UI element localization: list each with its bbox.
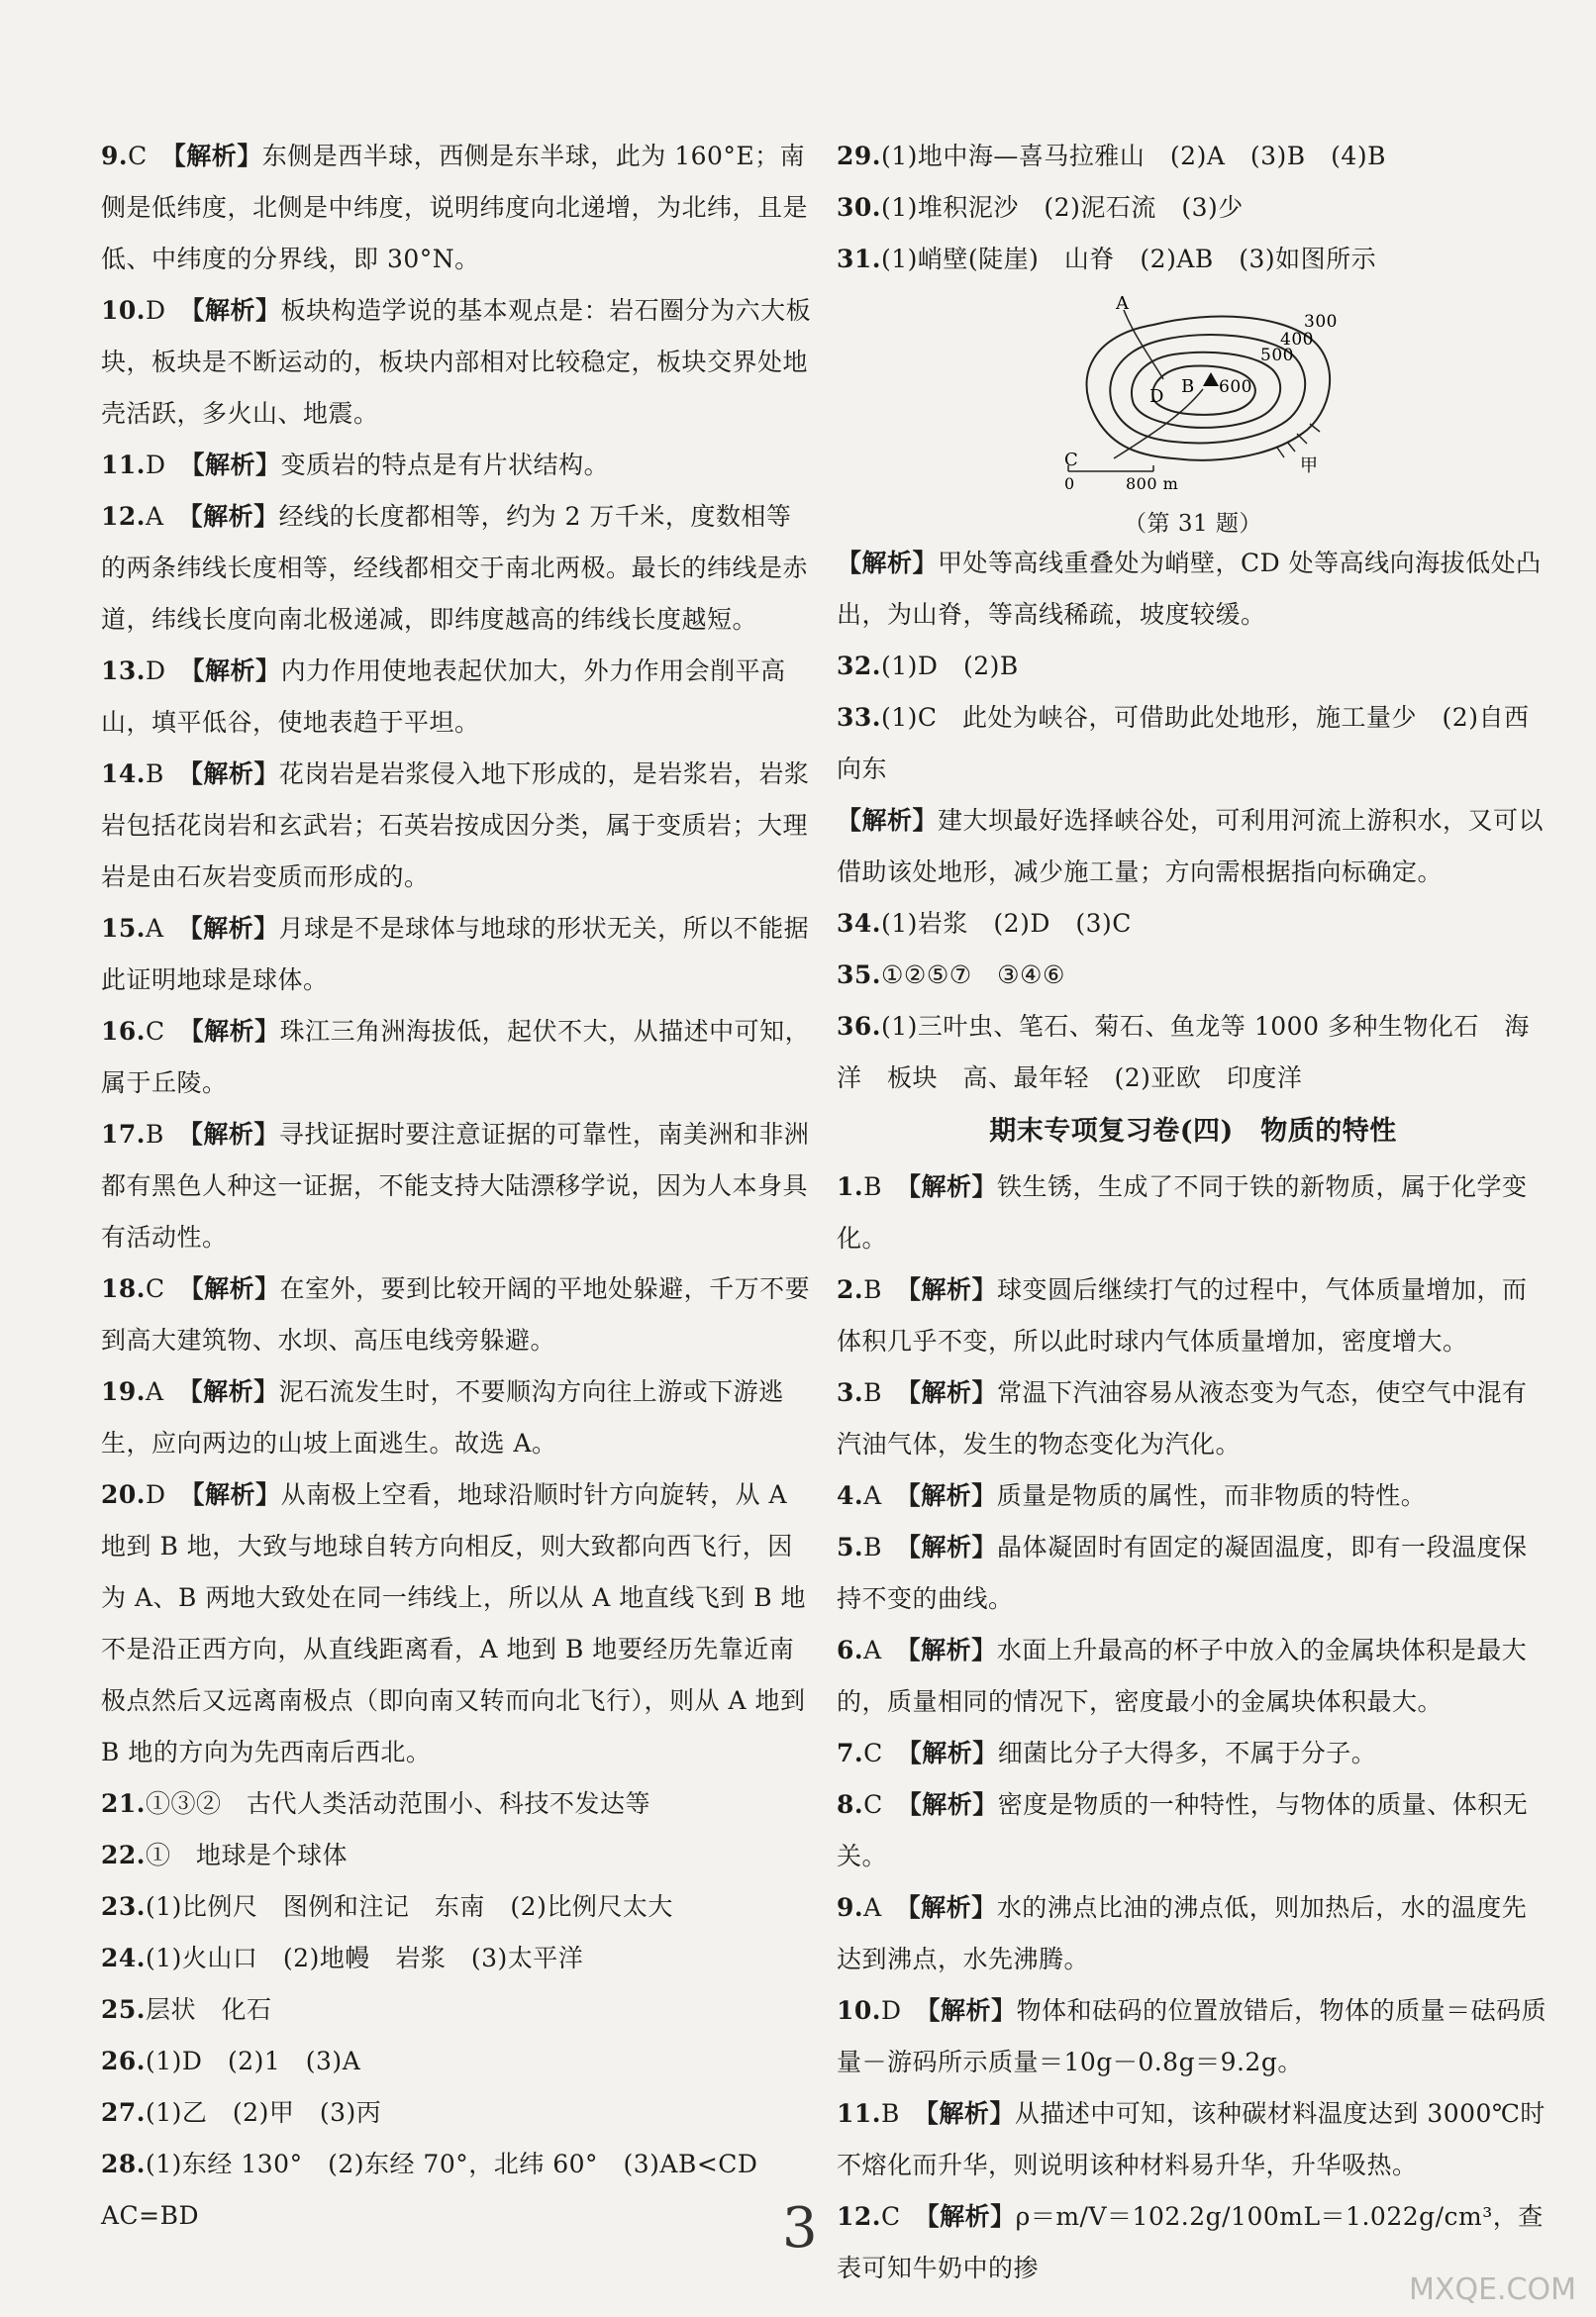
item-number: 27. (101, 2098, 146, 2127)
analysis-tag: 【解析】 (177, 759, 279, 788)
label-jia: 甲 (1300, 455, 1319, 476)
item-answer: D (146, 656, 166, 685)
label-400: 400 (1280, 330, 1314, 350)
analysis-tag: 【解析】 (178, 1274, 280, 1303)
answer-item (837, 950, 1549, 1001)
item-number: 10. (101, 296, 146, 325)
item-text: (1)峭壁(陡崖) 山脊 (2)AB (3)如图所示 (881, 245, 1377, 273)
answer-item (101, 1006, 814, 1109)
contour-map (1054, 295, 1351, 493)
answer-item (837, 131, 1549, 182)
item-number: 18. (101, 1274, 146, 1303)
item-answer: D (146, 296, 166, 325)
item-text: (1)火山口 (2)地幔 岩浆 (3)太平洋 (146, 1944, 584, 1972)
item-text: 板块构造学说的基本观点是：岩石圈分为六大板块，板块是不断运动的，板块内部相对比较稳定，板块交界处地壳活跃，多火山、地震。 (101, 296, 812, 428)
answer-item (101, 440, 814, 491)
watermark: MXQE.COM (1409, 2272, 1576, 2307)
item-number: 20. (101, 1480, 146, 1509)
item-text: 月球是不是球体与地球的形状无关，所以不能据此证明地球是球体。 (101, 914, 810, 994)
item-text: (1)比例尺 图例和注记 东南 (2)比例尺太大 (146, 1892, 673, 1921)
item-answer: D (881, 1996, 902, 2025)
item-text: 内力作用使地表起伏加大，外力作用会削平高山，填平低谷，使地表趋于平坦。 (101, 656, 786, 737)
scale-label: 800 m (1126, 474, 1179, 493)
item-number: 25. (101, 1995, 146, 2024)
label-600: 600 (1219, 377, 1252, 397)
analysis-tag: 【解析】 (896, 1790, 998, 1819)
item-answer: C (863, 1739, 883, 1767)
item-number: 34. (837, 909, 881, 938)
item-text: (1)C 此处为峡谷，可借助此处地形，施工量少 (2)自西向东 (837, 703, 1530, 783)
item-text: 变质岩的特点是有片状结构。 (280, 451, 610, 479)
analysis-tag: 【解析】 (179, 1480, 281, 1509)
item-text: 水面上升最高的杯子中放入的金属块体积是最大的，质量相同的情况下，密度最小的金属块体积最大。 (837, 1636, 1528, 1716)
item-answer: D (146, 451, 166, 479)
analysis-tag: 【解析】 (895, 1636, 997, 1664)
right-mid-items (837, 538, 1549, 1104)
analysis-tag: 【解析】 (895, 1378, 997, 1407)
item-number: 36. (837, 1012, 881, 1041)
analysis-tag: 【解析】 (837, 549, 939, 577)
label-a: A (1116, 295, 1130, 314)
answer-item (101, 1881, 814, 1933)
item-answer: A (146, 1377, 164, 1406)
answer-item (101, 491, 814, 646)
label-500: 500 (1260, 346, 1294, 365)
answer-item (101, 1830, 814, 1881)
item-number: 3. (837, 1378, 864, 1407)
answer-item (837, 898, 1549, 950)
item-number: 16. (101, 1017, 146, 1046)
item-answer: C (146, 1274, 165, 1303)
item-answer: A (863, 1481, 882, 1510)
item-number: 2. (837, 1275, 864, 1304)
item-answer: B (863, 1378, 882, 1407)
item-text: (1)堆积泥沙 (2)泥石流 (3)少 (881, 193, 1244, 222)
item-text: 水的沸点比油的沸点低，则加热后，水的温度先达到沸点，水先沸腾。 (837, 1893, 1528, 1973)
analysis-tag: 【解析】 (896, 1739, 998, 1767)
item-number: 31. (837, 245, 881, 273)
analysis-tag: 【解析】 (895, 1893, 997, 1922)
item-text: (1)D (2)1 (3)A (146, 2047, 361, 2075)
answer-item (101, 646, 814, 749)
right-column (837, 131, 1549, 2294)
answer-item (101, 2139, 814, 2242)
item-number: 24. (101, 1944, 146, 1972)
item-number: 6. (837, 1636, 864, 1664)
answer-item (837, 1161, 1549, 1264)
answer-item (101, 1263, 814, 1366)
right-bottom-items (837, 1161, 1549, 2294)
item-number: 11. (101, 451, 146, 479)
item-number: 22. (101, 1841, 146, 1869)
answer-item (101, 1469, 814, 1778)
item-text: (1)岩浆 (2)D (3)C (881, 909, 1132, 938)
item-text: 经线的长度都相等，约为 2 万千米，度数相等的两条纬线长度相等，经线都相交于南北两极。最长的纬线是赤道，纬线长度向南北极递减，即纬度越高的纬线长度越短。 (101, 502, 809, 634)
item-number: 1. (837, 1172, 864, 1201)
item-text: 层状 化石 (146, 1995, 272, 2024)
item-answer: A (146, 502, 164, 531)
figure-caption: （第 31 题） (1124, 511, 1262, 537)
item-text: ① 地球是个球体 (146, 1841, 349, 1869)
answer-item (837, 1001, 1549, 1104)
analysis-tag: 【解析】 (895, 1172, 997, 1201)
item-number: 9. (101, 142, 129, 170)
item-text: 寻找证据时要注意证据的可靠性，南美洲和非洲都有黑色人种这一证据，不能支持大陆漂移学说，因为人本身具有活动性。 (101, 1120, 810, 1252)
item-number: 35. (837, 960, 881, 989)
item-answer: B (881, 2099, 900, 2128)
peak-triangle (1203, 372, 1219, 386)
item-text: 晶体凝固时有固定的凝固温度，即有一段温度保持不变的曲线。 (837, 1533, 1528, 1613)
item-number: 21. (101, 1789, 146, 1818)
contour-map-figure (837, 295, 1549, 538)
answer-item (837, 1367, 1549, 1470)
label-d: D (1149, 386, 1164, 407)
item-text: (1)地中海—喜马拉雅山 (2)A (3)B (4)B (881, 142, 1386, 170)
item-text: 密度是物质的一种特性，与物体的质量、体积无关。 (837, 1790, 1529, 1870)
answer-item (837, 1728, 1549, 1779)
item-number: 12. (101, 502, 146, 531)
item-answer: C (146, 1017, 165, 1046)
item-text: (1)东经 130° (2)东经 70°，北纬 60° (3)AB<CD AC=BD (101, 2150, 783, 2230)
answer-item (101, 285, 814, 440)
item-text: ①②⑤⑦ ③④⑥ (881, 960, 1065, 989)
answer-item (837, 1625, 1549, 1728)
scale-zero: 0 (1064, 474, 1075, 493)
answer-item (837, 1264, 1549, 1367)
analysis-tag: 【解析】 (913, 2099, 1015, 2128)
item-text: 在室外，要到比较开阔的平地处躲避，千万不要到高大建筑物、水坝、高压电线旁躲避。 (101, 1274, 811, 1355)
item-number: 30. (837, 193, 881, 222)
item-answer: B (146, 759, 164, 788)
item-text: (1)乙 (2)甲 (3)丙 (146, 2098, 382, 2127)
analysis-tag: 【解析】 (895, 1275, 997, 1304)
answer-item (837, 1470, 1549, 1522)
item-answer: C (881, 2202, 901, 2231)
item-number: 33. (837, 703, 881, 732)
item-answer: D (146, 1480, 166, 1509)
item-text: 常温下汽油容易从液态变为气态，使空气中混有汽油气体，发生的物态变化为汽化。 (837, 1378, 1528, 1459)
answer-item (837, 795, 1549, 898)
answer-item (837, 641, 1549, 692)
analysis-tag: 【解析】 (160, 142, 262, 170)
item-text: 球变圆后继续打气的过程中，气体质量增加，而体积几乎不变，所以此时球内气体质量增加，密度增大。 (837, 1275, 1528, 1356)
item-text: 珠江三角洲海拔低，起伏不大，从描述中可知，属于丘陵。 (101, 1017, 811, 1097)
analysis-tag: 【解析】 (177, 502, 279, 531)
item-number: 14. (101, 759, 146, 788)
item-answer: B (863, 1275, 882, 1304)
item-answer: A (863, 1893, 882, 1922)
item-number: 11. (837, 2099, 881, 2128)
item-number: 7. (837, 1739, 864, 1767)
item-text: 花岗岩是岩浆侵入地下形成的，是岩浆岩，岩浆岩包括花岗岩和玄武岩；石英岩按成因分类，属于变质岩；大理岩是由石灰岩变质而形成的。 (101, 759, 810, 891)
item-text: (1)D (2)B (881, 652, 1019, 680)
label-b: B (1181, 376, 1195, 397)
item-text: 物体和砝码的位置放错后，物体的质量＝砝码质量－游码所示质量＝10g－0.8g＝9.2g。 (837, 1996, 1547, 2076)
item-text: 建大坝最好选择峡谷处，可利用河流上游积水，又可以借助该处地形，减少施工量；方向需根据指向标确定。 (837, 806, 1545, 886)
analysis-tag: 【解析】 (179, 656, 281, 685)
item-answer: B (863, 1172, 882, 1201)
page-number: 3 (782, 2196, 818, 2261)
left-column (101, 131, 814, 2242)
item-text: 从描述中可知，该种碳材料温度达到 3000℃时不熔化而升华，则说明该种材料易升华，升华吸热。 (837, 2099, 1546, 2179)
item-number: 15. (101, 914, 146, 943)
right-top-items (837, 131, 1549, 285)
item-text: 泥石流发生时，不要顺沟方向往上游或下游逃生，应向两边的山坡上面逃生。故选 A。 (101, 1377, 784, 1458)
answer-item (837, 692, 1549, 795)
answer-item (101, 2087, 814, 2139)
item-answer: B (863, 1533, 882, 1561)
item-number: 17. (101, 1120, 146, 1149)
item-answer: C (128, 142, 148, 170)
answer-item (101, 1366, 814, 1469)
answer-item (101, 2036, 814, 2087)
label-c: C (1064, 450, 1079, 470)
answer-item (101, 749, 814, 903)
answer-item (101, 1984, 814, 2036)
item-answer: A (146, 914, 164, 943)
item-text: (1)三叶虫、笔石、菊石、鱼龙等 1000 多种生物化石 海洋 板块 高、最年轻 (2)亚欧 印度洋 (837, 1012, 1530, 1092)
answer-item (837, 2088, 1549, 2191)
item-number: 10. (837, 1996, 881, 2025)
item-answer: B (146, 1120, 164, 1149)
item-text: 东侧是西半球，西侧是东半球，此为 160°E；南侧是低纬度，北侧是中纬度，说明纬度向北递增，为北纬，且是低、中纬度的分界线，即 30°N。 (101, 142, 809, 273)
analysis-tag: 【解析】 (178, 1017, 280, 1046)
item-answer: A (863, 1636, 882, 1664)
cliff-marks (1277, 424, 1320, 457)
section-title: 期末专项复习卷(四) 物质的特性 (989, 1116, 1397, 1147)
answer-item (101, 131, 814, 285)
answer-item (101, 903, 814, 1006)
answer-item (837, 1522, 1549, 1625)
answer-item (837, 182, 1549, 234)
analysis-tag: 【解析】 (915, 1996, 1017, 2025)
analysis-tag: 【解析】 (177, 914, 279, 943)
item-text: 铁生锈，生成了不同于铁的新物质，属于化学变化。 (837, 1172, 1528, 1253)
answer-item (101, 1109, 814, 1263)
item-text: 质量是物质的属性，而非物质的特性。 (996, 1481, 1427, 1510)
item-number: 8. (837, 1790, 864, 1819)
item-number: 19. (101, 1377, 146, 1406)
item-number: 26. (101, 2047, 146, 2075)
item-number: 4. (837, 1481, 864, 1510)
item-number: 29. (837, 142, 881, 170)
item-text: 甲处等高线重叠处为峭壁，CD 处等高线向海拔低处凸出，为山脊，等高线稀疏，坡度较缓。 (837, 549, 1542, 629)
answer-item (837, 538, 1549, 641)
analysis-tag: 【解析】 (914, 2202, 1016, 2231)
answer-item (837, 234, 1549, 285)
answer-item (837, 1882, 1549, 1985)
item-text: ①③② 古代人类活动范围小、科技不发达等 (146, 1789, 651, 1818)
item-text: 细菌比分子大得多，不属于分子。 (997, 1739, 1377, 1767)
answer-item (101, 1778, 814, 1830)
item-number: 12. (837, 2202, 881, 2231)
item-answer: C (863, 1790, 883, 1819)
analysis-tag: 【解析】 (179, 451, 281, 479)
analysis-tag: 【解析】 (837, 806, 939, 835)
item-text: 从南极上空看，地球沿顺时针方向旋转，从 A 地到 B 地，大致与地球自转方向相反，则大致都向西飞行，因为 A、B 两地大致处在同一纬线上，所以从 A 地直线飞到 B 地不是沿正西方向，从直线距离看，A 地到 B 地要经历先靠近南极点然后又远离南极点（即向南又转而向北飞行），则从 A 地到 B 地的方向为先西南后西北。 (101, 1480, 807, 1766)
item-number: 13. (101, 656, 146, 685)
analysis-tag: 【解析】 (895, 1481, 997, 1510)
item-number: 9. (837, 1893, 864, 1922)
item-text: ρ＝m/V＝102.2g/100mL＝1.022g/cm³，查表可知牛奶中的掺 (837, 2202, 1544, 2282)
item-number: 28. (101, 2150, 146, 2178)
answer-item (101, 1933, 814, 1984)
analysis-tag: 【解析】 (895, 1533, 997, 1561)
item-number: 32. (837, 652, 881, 680)
label-300: 300 (1304, 312, 1338, 332)
analysis-tag: 【解析】 (177, 1377, 279, 1406)
item-number: 5. (837, 1533, 864, 1561)
answer-item (837, 1779, 1549, 1882)
item-number: 23. (101, 1892, 146, 1921)
answer-item (837, 1985, 1549, 2088)
analysis-tag: 【解析】 (177, 1120, 279, 1149)
analysis-tag: 【解析】 (179, 296, 281, 325)
